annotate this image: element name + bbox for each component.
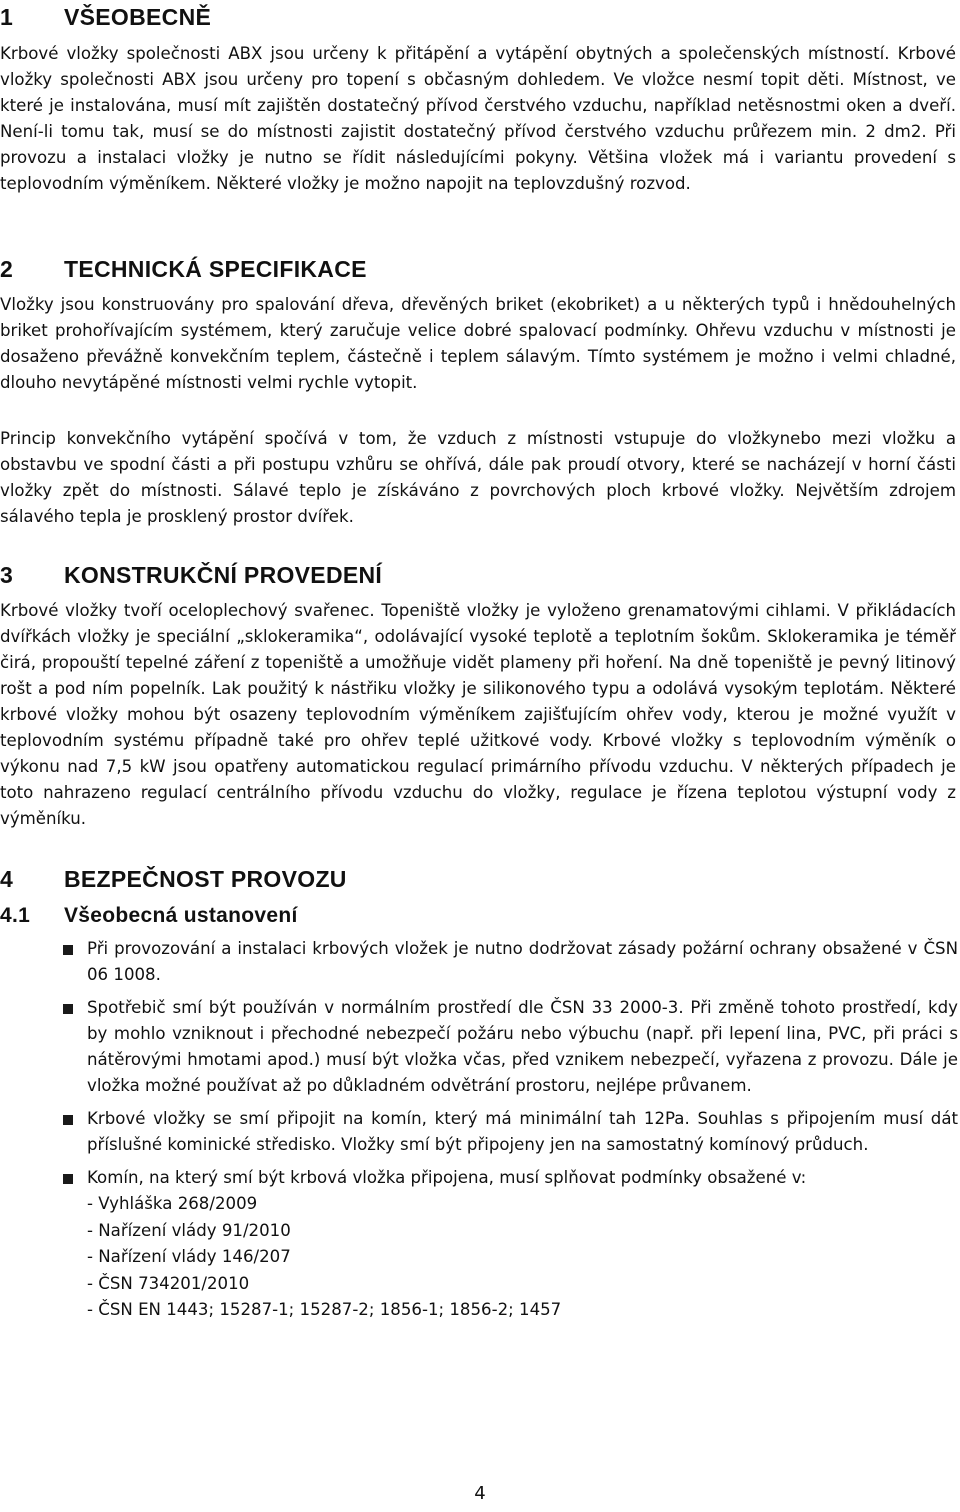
section-3-heading <box>0 562 382 589</box>
section-title: BEZPEČNOST PROVOZU <box>64 866 347 892</box>
bullet-square-icon <box>63 1004 73 1014</box>
section-number: 4 <box>0 866 14 892</box>
section-4-heading <box>0 866 347 893</box>
section-1-paragraph: Krbové vložky společnosti ABX jsou určeny k přitápění a vytápění obytných a společenských místností. Krbové vložky společnosti ABX jsou určeny pro topení s občasným dohledem. Ve vložce nesmí topit děti. Místnost, ve které je instalována, musí mít zajištěn dostatečný přívod čerstvého vzduchu, například netěsnostmi oken a dveří. Není-li tomu tak, musí se do místnosti zajistit dostatečný přívod čerstvého vzduchu průřezem min. 2 dm2. Při provozu a instalaci vložky je nutno se řídit následujícími pokyny. Většina vložek má i variantu provedení s teplovodním výměníkem. Některé vložky je možno napojit na teplovzdušný rozvod. <box>0 44 956 193</box>
list-item <box>0 1165 958 1324</box>
section-number: 2 <box>0 256 14 282</box>
list-item <box>0 936 958 988</box>
section-2-heading <box>0 256 367 283</box>
regulation-item: - ČSN EN 1443; 15287-1; 15287-2; 1856-1; 1856-2; 1457 <box>87 1300 562 1319</box>
list-item-text: Spotřebič smí být používán v normálním prostředí dle ČSN 33 2000-3. Při změně tohoto prostředí, kdy by mohlo vzniknout i přechodné nebezpečí požáru nebo výbuchu (např. při lepení lina, PVC, při práci s nátěrovými hmotami apod.) musí být vložka včas, před vznikem nebezpečí, vyřazena z provozu. Dále je vložka možné používat až po důkladném odvětrání prostoru, nejlépe průvanem. <box>87 998 958 1095</box>
bullet-square-icon <box>63 1174 73 1184</box>
regulation-item: - Nařízení vlády 146/207 <box>87 1247 291 1266</box>
subsection-4-1-heading <box>0 904 298 928</box>
bullet-square-icon <box>63 945 73 955</box>
section-2-paragraph-2: Princip konvekčního vytápění spočívá v tom, že vzduch z místnosti vstupuje do vložkynebo mezi vložku a obstavbu ve spodní části a při postupu vzhůru se ohřívá, dále pak proudí otvory, které se nacházejí v horní části vložky zpět do místnosti. Sálavé teplo je získáváno z povrchových ploch krbové vložky. Největším zdrojem sálavého tepla je prosklený prostor dvířek. <box>0 429 956 526</box>
section-2-paragraph-1: Vložky jsou konstruovány pro spalování dřeva, dřevěných briket (ekobriket) a u některých typů i hnědouhelných briket prohořívajícím systémem, který zaručuje velice dobré spalovací podmínky. Ohřevu vzduchu v místnosti je dosaženo převážně konvekčním teplem, částečně i teplem sálavým. Tímto systémem je možno i velmi chladné, dlouho nevytápěné místnosti velmi rychle vytopit. <box>0 295 956 392</box>
regulation-list <box>87 1191 958 1324</box>
section-number: 3 <box>0 562 14 588</box>
list-item-text: Při provozování a instalaci krbových vložek je nutno dodržovat zásady požární ochrany obsažené v ČSN 06 1008. <box>87 939 958 984</box>
list-item-text: Krbové vložky se smí připojit na komín, který má minimální tah 12Pa. Souhlas s připojením musí dát příslušné kominické středisko. Vložky smí být připojeny jen na samostatný komínový průduch. <box>87 1109 958 1154</box>
section-title: VŠEOBECNĚ <box>64 4 212 30</box>
regulation-item: - Nařízení vlády 91/2010 <box>87 1220 291 1240</box>
subsection-number: 4.1 <box>0 904 31 927</box>
bullet-square-icon <box>63 1115 73 1125</box>
list-item <box>0 1106 958 1158</box>
list-item-text: Komín, na který smí být krbová vložka připojena, musí splňovat podmínky obsažené v: <box>87 1168 807 1187</box>
list-item <box>0 995 958 1099</box>
section-title: KONSTRUKČNÍ PROVEDENÍ <box>64 562 383 588</box>
regulation-item: - Vyhláška 268/2009 <box>87 1194 258 1213</box>
regulation-item: - ČSN 734201/2010 <box>87 1273 250 1293</box>
subsection-title: Všeobecná ustanovení <box>64 904 298 927</box>
bullet-list <box>0 936 958 1331</box>
section-number: 1 <box>0 4 14 30</box>
section-title: TECHNICKÁ SPECIFIKACE <box>64 256 367 282</box>
page-number: 4 <box>474 1483 486 1504</box>
section-1-heading <box>0 4 211 31</box>
section-3-paragraph: Krbové vložky tvoří oceloplechový svařenec. Topeniště vložky je vyloženo grenamatovými cihlami. V přikládacích dvířkách vložky je speciální „sklokeramika“, odolávající vysoké teplotě a teplotním šokům. Sklokeramika je téměř čirá, propouští tepelné záření z topeniště a umožňuje vidět plameny při hoření. Na dně topeniště je pevný litinový rošt a pod ním popelník. Lak použitý k nástřiku vložky je silikonového typu a odolává vysokým teplotám. Některé krbové vložky mohou být osazeny teplovodním výměníkem zajišťujícím ohřev vody, kterou je možné využít v teplovodním systému případně také pro ohřev teplé užitkové vody. Krbové vložky s teplovodním výměník o výkonu nad 7,5 kW jsou opatřeny automatickou regulací primárního přívodu vzduchu. V některých případech je toto nahrazeno regulací centrálního přívodu vzduchu do vložky, regulace je řízena teplotou výstupní vody z výměníku. <box>0 601 956 828</box>
